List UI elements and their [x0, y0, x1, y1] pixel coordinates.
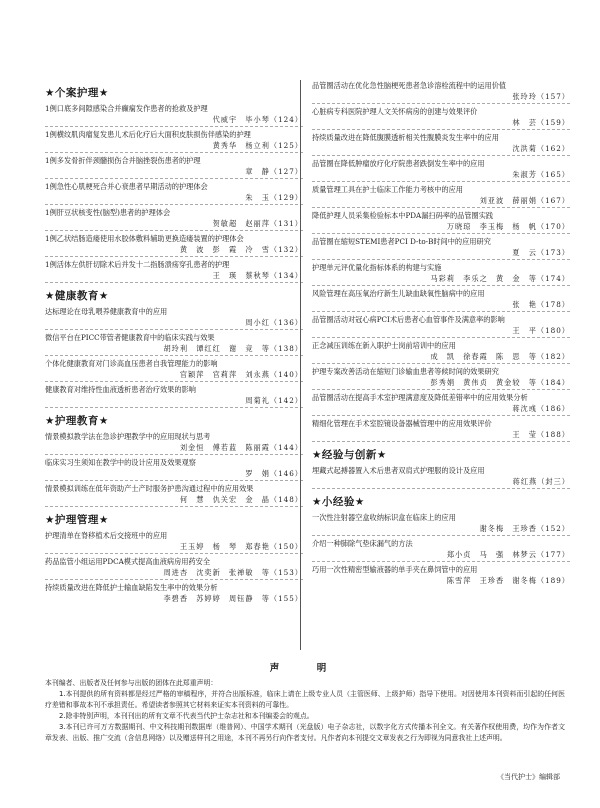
toc-entry [312, 288, 570, 312]
entry-authors-page: 朱淑芳（165） [512, 169, 570, 179]
entry-authors-page: 刘金恒 傅若蓝 陈丽霞（144） [179, 442, 303, 452]
entry-title: 品管圈在降低肿瘤放疗化疗院患者跌倒发生率中的应用 [312, 159, 485, 168]
entry-authors-page: 张玲玲（157） [512, 91, 570, 101]
toc-entry [312, 132, 570, 156]
entry-title: 护理专案改善活动在缩短门诊输血患者等候时间的效果研究 [312, 367, 499, 376]
toc-entry [45, 358, 303, 382]
toc-entry [45, 582, 303, 605]
toc-entry [45, 530, 303, 554]
section-heading: ★小经验★ [312, 496, 365, 508]
toc-entry [312, 106, 570, 130]
entry-title: 巧用一次性精密型输液器的单手夹在鼻饲管中的应用 [312, 565, 478, 574]
entry-title: 1例活体左供肝切除术后并发十二指肠溃疡穿孔患者的护理 [45, 260, 230, 269]
entry-title: 临床实习生须知在教学中的设计应用及效果观察 [45, 458, 196, 467]
entry-title: 持续质量改进在降低腹膜透析相关性腹膜炎发生率中的应用 [312, 133, 499, 142]
entry-title: 精细化管理在手术室腔镜设备器械管理中的应用效果评价 [312, 419, 492, 428]
toc-entry [312, 80, 570, 104]
declaration-paragraph: 本刊编者、出版者及任何参与出版的团体在此郑重声明： [45, 679, 218, 687]
entry-title: 一次性注射器空盒收纳标识盒在临床上的应用 [312, 513, 456, 522]
toc-entry [45, 207, 303, 231]
entry-title: 1例口底多间隙感染合并癫痫发作患者的抢救及护理 [45, 104, 208, 113]
entry-authors-page: 夏 云（173） [512, 247, 570, 257]
declaration-paragraph: 2.除非特别声明，本刊刊出的所有文章不代表当代护士杂志社和本刊编委会的观点。 [59, 712, 314, 720]
entry-authors-page: 刘亚波 薛丽娟（167） [479, 195, 570, 205]
declaration-paragraph: 3.本刊已许可万方数据期刊、中文科技期刊数据库（维普网）、中国学术期刊（光盘版）电子杂志社，以数字化方式传播本刊全文。有关著作权使用费，均作为作者文章发表、出版、推广交流（含信息网络）以及赠送样刊之用途，本刊不再另行向作者支付。凡作者向本刊提交文章发表之行为即视为同意我社上述声明。 [45, 723, 565, 742]
entry-authors-page: 李碧香 苏婷婷 周钰静 等（155） [163, 593, 303, 603]
entry-authors-page: 周小红（136） [245, 317, 303, 327]
entry-authors-page: 成 凯 徐春霞 陈 思 等（182） [430, 351, 570, 361]
entry-title: 微信平台在PICC带管者健康教育中的临床实践与效果 [45, 333, 215, 342]
entry-title: 持续质量改进在降低护士输血缺陷发生率中的效果分析 [45, 583, 218, 592]
entry-title: 质量管理工具在护士临床工作能力考核中的应用 [312, 185, 463, 194]
toc-entry [45, 259, 303, 283]
entry-authors-page: 周进杏 沈奕新 张禅敏 等（153） [163, 567, 303, 577]
section-heading: ★护理教育★ [45, 415, 109, 427]
entry-title: 品管圈活动对冠心病PCI术后患者心血管事件及满意率的影响 [312, 315, 505, 324]
entry-authors-page: 王玉婷 杨 琴 郑春艳（150） [179, 541, 303, 551]
toc-entry [312, 314, 570, 338]
entry-authors-page: 沈洪菊（162） [512, 143, 570, 153]
entry-title: 埋藏式起搏器置入术后患者双肩式护理服的设计及应用 [312, 466, 485, 475]
section-heading: ★个案护理★ [45, 87, 109, 99]
entry-authors-page: 贺敏超 赵丽萍（131） [212, 218, 303, 228]
toc-entry [312, 392, 570, 416]
left-column [45, 80, 303, 607]
entry-title: 品管圈活动在优化急性脑梗死患者急诊溶栓流程中的运用价值 [312, 81, 507, 90]
section-heading: ★健康教育★ [45, 290, 109, 302]
entry-title: 介绍一种肺除气垫床漏气的方法 [312, 539, 413, 548]
declaration [45, 660, 565, 744]
entry-authors-page: 罗 娟（146） [245, 468, 303, 478]
entry-title: 1例乙状结肠造瘘使用水胶体敷料辅助更换造瘘装置的护理体会 [45, 234, 244, 243]
entry-title: 品管圈在缩短STEMI患者PCI D-to-B时间中的应用研究 [312, 237, 491, 246]
entry-title: 降低护理人员采集检验标本中PDA漏扫码率的品管圈实践 [312, 211, 494, 220]
entry-title: 情景模拟教学法在急诊护理教学中的应用现状与思考 [45, 432, 211, 441]
entry-authors-page: 何 慧 仇关宏 金 晶（148） [179, 494, 303, 504]
toc-entry [45, 332, 303, 356]
right-column [312, 80, 570, 589]
entry-title: 护理单元评优量化指标体系的构建与实施 [312, 263, 442, 272]
entry-authors-page: 官颖萍 官莉萍 刘永燕（140） [179, 369, 303, 379]
section-heading: ★经验与创新★ [312, 449, 387, 461]
entry-title: 护理清单在脊移植术后交接班中的应用 [45, 531, 168, 540]
toc-entry [45, 233, 303, 257]
entry-authors-page: 蒋沈彧（186） [512, 403, 570, 413]
entry-authors-page: 张 艳（178） [512, 299, 570, 309]
toc-entry [312, 465, 570, 489]
entry-authors-page: 章 静（127） [245, 166, 303, 176]
entry-title: 正念减压训练在新入职护士岗前培训中的应用 [312, 341, 456, 350]
entry-title: 1例多发骨折伴颈髓损伤合并脑挫裂伤患者的护理 [45, 156, 201, 165]
entry-title: 风险管理在高压氧治疗新生儿缺血缺氧性脑病中的应用 [312, 289, 485, 298]
entry-authors-page: 马彩莉 李乐之 黄 金 等（174） [430, 273, 570, 283]
toc-entry [312, 418, 570, 442]
entry-authors-page: 彭秀娟 黄伟贞 黄金较 等（184） [430, 377, 570, 387]
entry-title: 个体化健康教育对门诊高血压患者自我管理能力的影响 [45, 359, 218, 368]
entry-authors-page: 周菊礼（142） [245, 395, 303, 405]
entry-authors-page: 王 瑛 蔡秋琴（134） [212, 270, 303, 280]
toc-entry [312, 366, 570, 390]
entry-authors-page: 朱 玉（129） [245, 192, 303, 202]
section-heading: ★护理管理★ [45, 514, 109, 526]
entry-title: 1例急性心肌梗死合并心衰患者早期活动的护理体会 [45, 182, 208, 191]
toc-entry [312, 236, 570, 260]
entry-title: 品管圈活动在提高手术室护理满意度及降低差错率中的应用效果分析 [312, 393, 528, 402]
entry-authors-page: 黄 波 彭 霞 冷 雪（132） [179, 244, 303, 254]
entry-authors-page: 谢冬梅 王珍香（152） [479, 523, 570, 533]
signature: 《当代护士》编辑部 [497, 773, 560, 781]
toc-entry [312, 262, 570, 286]
entry-title: 1例肝豆状核变性(脑型)患者的护理体会 [45, 208, 171, 217]
entry-title: 药品监管小组运用PDCA模式提高血液病房用药安全 [45, 557, 211, 566]
toc-entry [45, 483, 303, 507]
entry-authors-page: 王 莹（188） [512, 429, 570, 439]
toc-entry [312, 564, 570, 587]
toc-entry [45, 103, 303, 127]
declaration-title: 声 明 [269, 663, 341, 674]
toc-entry [45, 457, 303, 481]
entry-authors-page: 蒋红燕（封三） [512, 476, 570, 486]
entry-authors-page: 万晓琼 李玉梅 杨 帆（170） [446, 221, 570, 231]
toc-entry [312, 210, 570, 234]
toc-entry [312, 512, 570, 536]
toc-entry [45, 306, 303, 330]
entry-title: 情景模拟训练在低年资助产士产时服务护患沟通过程中的应用效果 [45, 484, 254, 493]
entry-authors-page: 陈雪萍 王珍香 谢冬梅（189） [446, 575, 570, 585]
declaration-paragraph: 1.本刊提供的所有资料都是经过严格的审稿程序，并符合出版标准，临床上请在上级专业人员（主管医师、上级护师）指导下使用。对因使用本刊资料而引起的任何医疗差错和事故本刊不承担责任。希望读者参照其它材料来证实本刊资料的可靠性。 [45, 690, 565, 709]
entry-authors-page: 郑小贞 马 强 林梦云（177） [446, 549, 570, 559]
toc-entry [45, 556, 303, 580]
entry-title: 心脏病专科医院护理人文关怀病房的创建与效果评价 [312, 107, 478, 116]
entry-authors-page: 代威宇 毕小琴（124） [212, 114, 303, 124]
toc-entry [312, 538, 570, 562]
toc-entry [312, 158, 570, 182]
entry-title: 达标理论在母乳喂养健康教育中的应用 [45, 307, 168, 316]
toc-entry [312, 340, 570, 364]
entry-title: 1例横纹肌肉瘤复发患儿术后化疗后大面积皮肤损伤伴感染的护理 [45, 130, 251, 139]
toc-entry [45, 431, 303, 455]
toc-entry [45, 181, 303, 205]
entry-title: 健康教育对维持性血液透析患者治疗效果的影响 [45, 385, 196, 394]
entry-authors-page: 林 芸（159） [512, 117, 570, 127]
toc-entry [45, 129, 303, 153]
column-divider [300, 80, 301, 650]
toc-entry [45, 384, 303, 408]
entry-authors-page: 王 平（180） [512, 325, 570, 335]
toc-entry [45, 155, 303, 179]
toc-entry [312, 184, 570, 208]
entry-authors-page: 黄秀华 杨立利（125） [212, 140, 303, 150]
entry-authors-page: 胡玲利 谭红红 谢 竞 等（138） [163, 343, 303, 353]
